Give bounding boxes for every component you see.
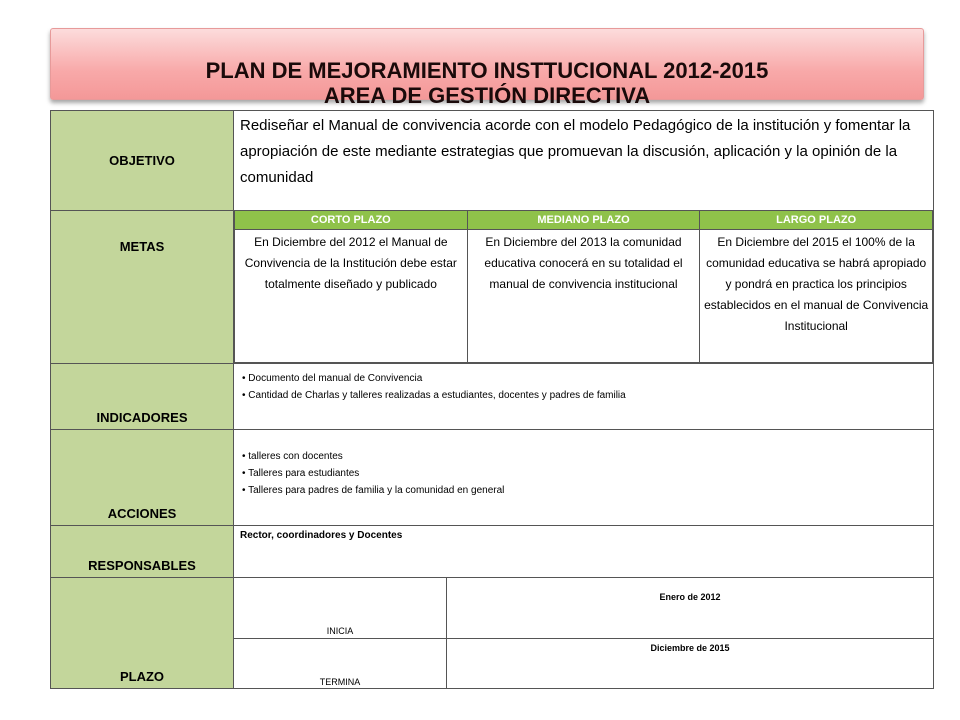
acciones-cell (234, 430, 934, 526)
title-banner (50, 28, 924, 108)
responsables-text: Rector, coordinadores y Docentes (240, 530, 403, 541)
metas-mediano-value: En Diciembre del 2013 la comunidad educativa conocerá en su totalidad el manual de convivencia institucional (467, 230, 700, 363)
responsables-cell (234, 526, 934, 578)
accion-item: • Talleres para padres de familia y la comunidad en general (242, 482, 933, 499)
label-indicadores-text: INDICADORES (96, 410, 188, 425)
title-line-2: AREA DE GESTIÓN DIRECTIVA (323, 83, 651, 108)
row-objetivo (51, 111, 934, 211)
objetivo-cell (234, 111, 934, 211)
metas-largo-value: En Diciembre del 2015 el 100% de la comunidad educativa se habrá apropiado y pondrá en practica los principios establecidos en el manual de Convivencia Institucional (700, 230, 933, 363)
plazo-termina-value: Diciembre de 2015 (447, 638, 934, 688)
plazo-table (234, 578, 933, 688)
label-plazo (51, 578, 234, 689)
indicador-item: • Documento del manual de Convivencia (242, 370, 933, 387)
row-acciones (51, 430, 934, 526)
plazo-termina-label: TERMINA (234, 638, 447, 688)
acciones-list (234, 448, 933, 499)
accion-item: • talleres con docentes (242, 448, 933, 465)
title-line-1: PLAN DE MEJORAMIENTO INSTTUCIONAL 2012-2015 (205, 58, 769, 83)
label-metas-text: METAS (119, 239, 165, 254)
plan-table (50, 110, 934, 689)
metas-header-largo: LARGO PLAZO (700, 211, 933, 230)
metas-header-mediano: MEDIANO PLAZO (467, 211, 700, 230)
label-metas (51, 211, 234, 364)
indicadores-cell (234, 364, 934, 430)
objetivo-text: Rediseñar el Manual de convivencia acorde con el modelo Pedagógico de la institución y fomentar la apropiación de este mediante estrategias que promuevan la discusión, aplicación y la opinión de la comunidad (240, 117, 911, 186)
plazo-inicia-value: Enero de 2012 (447, 578, 934, 638)
indicadores-list (234, 370, 933, 404)
label-responsables-text: RESPONSABLES (88, 558, 196, 573)
metas-header-corto: CORTO PLAZO (235, 211, 468, 230)
accion-item: • Talleres para estudiantes (242, 465, 933, 482)
label-acciones-text: ACCIONES (107, 506, 177, 521)
label-objetivo-text: OBJETIVO (109, 153, 175, 168)
indicador-item: • Cantidad de Charlas y talleres realizadas a estudiantes, docentes y padres de familia (242, 387, 933, 404)
row-plazo (51, 578, 934, 689)
row-metas (51, 211, 934, 364)
metas-table (234, 211, 933, 363)
label-responsables (51, 526, 234, 578)
label-objetivo (51, 111, 234, 211)
plazo-inicia-label: INICIA (234, 578, 447, 638)
metas-cell (234, 211, 934, 364)
label-plazo-text: PLAZO (119, 669, 165, 684)
row-responsables (51, 526, 934, 578)
metas-corto-value: En Diciembre del 2012 el Manual de Convivencia de la Institución debe estar totalmente diseñado y publicado (235, 230, 468, 363)
plazo-cell (234, 578, 934, 689)
label-indicadores (51, 364, 234, 430)
label-acciones (51, 430, 234, 526)
row-indicadores (51, 364, 934, 430)
